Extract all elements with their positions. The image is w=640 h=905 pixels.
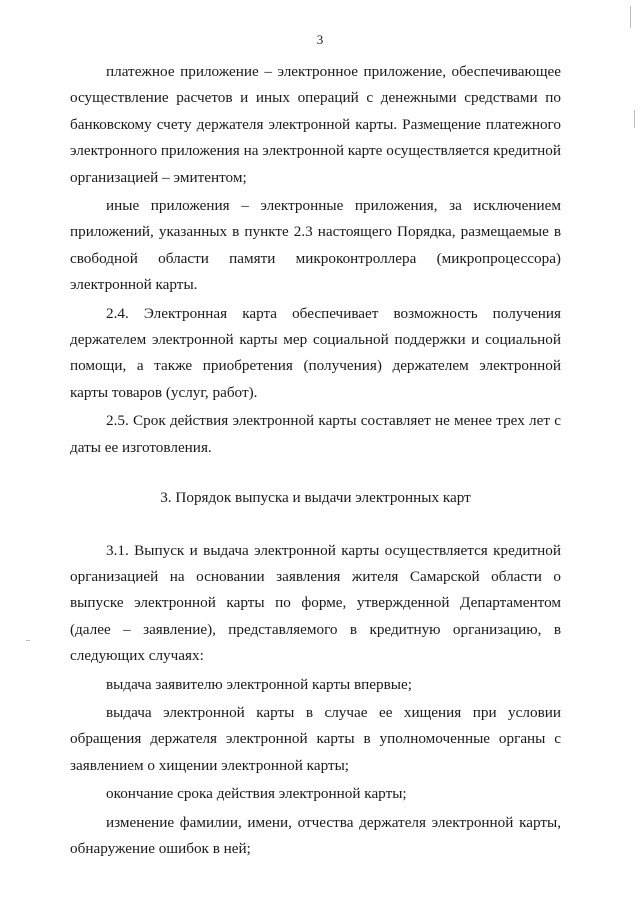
paragraph-3-1: 3.1. Выпуск и выдача электронной карты осуществляется кредитной организацией на основании заявления жителя Самарской области о выпуске электронной карты по форме, утвержденной Департаментом (далее – заявление), представляемого в кредитную организацию, в следующих случаях: — [70, 541, 561, 665]
list-item-name-change: изменение фамилии, имени, отчества держателя электронной карты, обнаружение ошибок в ней; — [70, 813, 561, 857]
paragraph-payment-app: платежное приложение – электронное приложение, обеспечивающее осуществление расчетов и иных операций с денежными средствами по банковскому счету держателя электронной карты. Размещение платежного электронного приложения на электронной карте осуществляется кредитной организацией – эмитентом; — [70, 63, 561, 186]
scan-artifact — [26, 640, 30, 641]
section-heading: 3. Порядок выпуска и выдачи электронных карт — [160, 489, 471, 507]
list-item-theft: выдача электронной карты в случае ее хищения при условии обращения держателя электронной карты в уполномоченные органы с заявлением о хищении электронной карты; — [70, 703, 561, 774]
paragraph-2-5: 2.5. Срок действия электронной карты составляет не менее трех лет с даты ее изготовления. — [70, 412, 561, 456]
list-item-first-issue: выдача заявителю электронной карты впервые; — [106, 675, 412, 693]
scan-artifact — [634, 110, 635, 128]
document-body — [70, 59, 561, 862]
list-item-expiry: окончание срока действия электронной карты; — [106, 785, 407, 803]
paragraph-other-apps: иные приложения – электронные приложения, за исключением приложений, указанных в пункте 2.3 настоящего Порядка, размещаемые в свободной области памяти микроконтроллера (микропроцессора) электронной карты. — [70, 197, 561, 294]
paragraph-2-4: 2.4. Электронная карта обеспечивает возможность получения держателем электронной карты мер социальной поддержки и социальной помощи, а также приобретения (получения) держателем электронной карты товаров (услуг, работ). — [70, 304, 561, 401]
page-number: 3 — [316, 32, 324, 47]
scan-artifact — [630, 6, 631, 28]
